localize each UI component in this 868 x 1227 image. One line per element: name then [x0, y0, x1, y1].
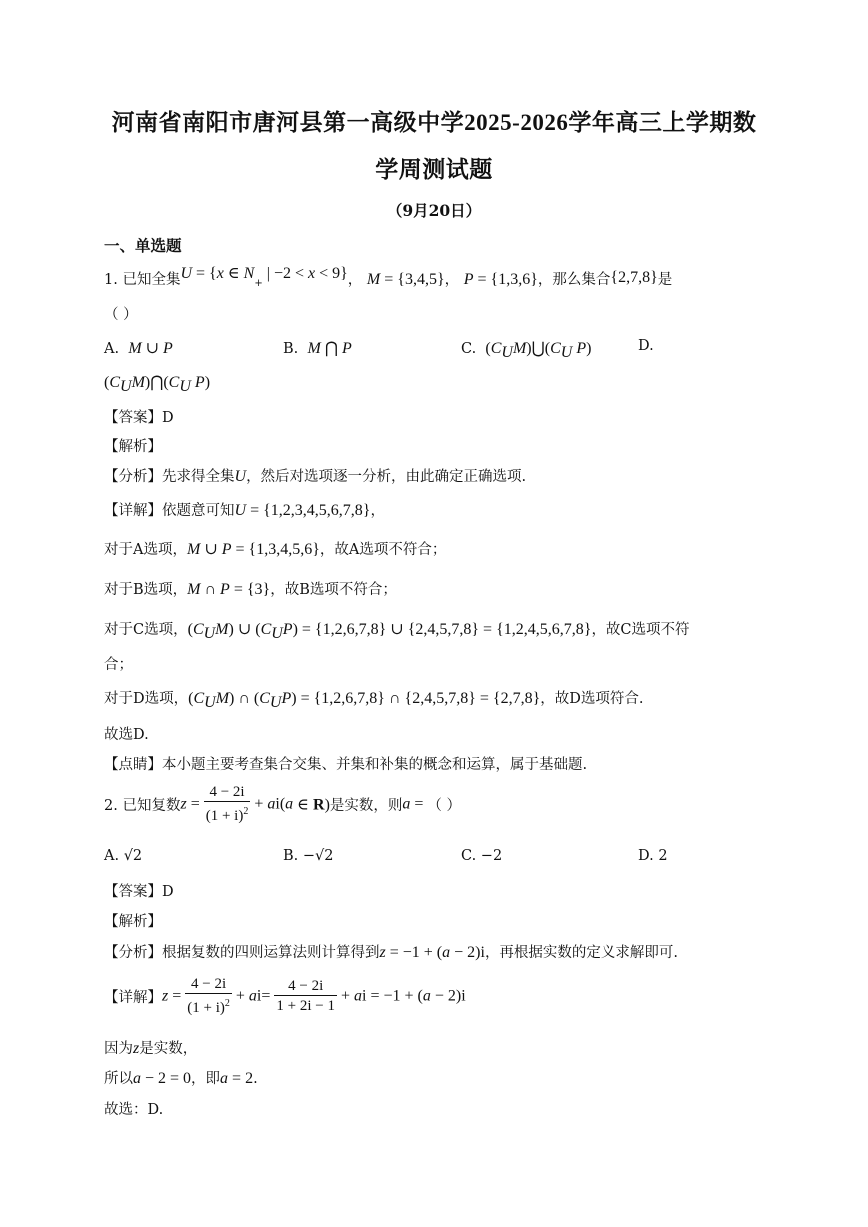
- q2-choose: 故选：D.: [104, 1102, 164, 1118]
- q2-analysis: 【解析】: [104, 914, 162, 930]
- section-heading: 一、单选题: [104, 236, 182, 255]
- q1-answer: 【答案】D: [104, 410, 174, 426]
- q1-option-c: C. $(C_UM)⋃(C_U$ P): [461, 340, 592, 361]
- q1-stem-end: 是: [657, 272, 673, 288]
- q1-universal-set: U: [180, 265, 193, 282]
- q2-because: 因为z是实数，: [104, 1040, 198, 1057]
- q2-detail: 【详解】z = $\frac{4 - 2i}{(1 + i)^2}$ + ai= $\frac{4 - 2i}{1 + 2i - 1}$ + ai = −1 + (a − 2)i: [104, 976, 466, 1016]
- q1-paren: （ ）: [104, 307, 138, 323]
- q2-stem: 2. 已知复数z = $\frac{4 - 2i}{(1 + i)^2}$ + ai(a ∈ R)是实数，则a = （ ）: [104, 784, 462, 824]
- q1-stem: 1. 已知全集U = {x ∈ $N_+$ | −2 < x < 9}， M = {3,4,5}， P = {1,3,6}，那么集合{2,7,8}是: [104, 265, 673, 289]
- q1-option-b: B. M ⋂ P: [283, 340, 352, 357]
- q1-option-d: D.: [638, 338, 654, 354]
- q2-option-b: B. −√2: [283, 848, 334, 864]
- title-line-1: 河南省南阳市唐河县第一高级中学2025-2026学年高三上学期数: [111, 110, 757, 135]
- q2-option-d: D. 2: [638, 848, 668, 864]
- q2-so: 所以a − 2 = 0，即a = 2.: [104, 1070, 258, 1087]
- q1-stem-prefix: 1. 已知全集: [104, 272, 181, 288]
- q1-choose: 故选D.: [104, 727, 149, 743]
- q1-line-b: 对于B选项，M ∩ P = {3}，故B选项不符合；: [104, 581, 397, 598]
- q2-answer: 【答案】D: [104, 884, 174, 900]
- q2-fenxi: 【分析】根据复数的四则运算法则计算得到z = −1 + (a − 2)i，再根据实数的定义求解即可.: [104, 944, 679, 961]
- q2-option-a: A. √2: [104, 848, 143, 864]
- q1-option-d-content: $(C_UM)⋂(C_U$ P): [104, 374, 211, 395]
- exam-date: （9月20日）: [386, 201, 482, 220]
- title-line-2: 学周测试题: [375, 157, 493, 182]
- q1-target-set: {2,7,8}: [610, 269, 658, 286]
- q1-line-c-cont: 合；: [104, 657, 133, 673]
- q1-line-c: 对于C选项，$(C_UM)$ ∪ $(C_UP) = \{1,2,6,7,8\}$ ∪ {2,4,5,7,8} = {1,2,4,5,6,7,8}，故C选项不符: [104, 621, 690, 642]
- q1-detail: 【详解】依题意可知U = {1,2,3,4,5,6,7,8}，: [104, 502, 385, 519]
- q2-fraction: $\frac{4 - 2i}{(1 + i)^2}$: [205, 784, 249, 824]
- q1-analysis: 【解析】: [104, 439, 162, 455]
- q1-fenxi: 【分析】先求得全集U，然后对选项逐一分析，由此确定正确选项.: [104, 468, 527, 485]
- q1-stem-suffix: ，那么集合: [537, 272, 611, 288]
- q1-line-a: 对于A选项，M ∪ P = {1,3,4,5,6}，故A选项不符合；: [104, 541, 447, 558]
- q1-line-d: 对于D选项，$(C_UM)$ ∩ $(C_UP) = \{1,2,6,7,8\}$ ∩ {2,4,5,7,8} = {2,7,8}，故D选项符合.: [104, 690, 644, 711]
- q1-option-a: A. M ∪ P: [104, 340, 173, 357]
- q1-dianjing: 【点睛】本小题主要考查集合交集、并集和补集的概念和运算，属于基础题.: [104, 757, 588, 773]
- q2-option-c: C. −2: [461, 848, 503, 864]
